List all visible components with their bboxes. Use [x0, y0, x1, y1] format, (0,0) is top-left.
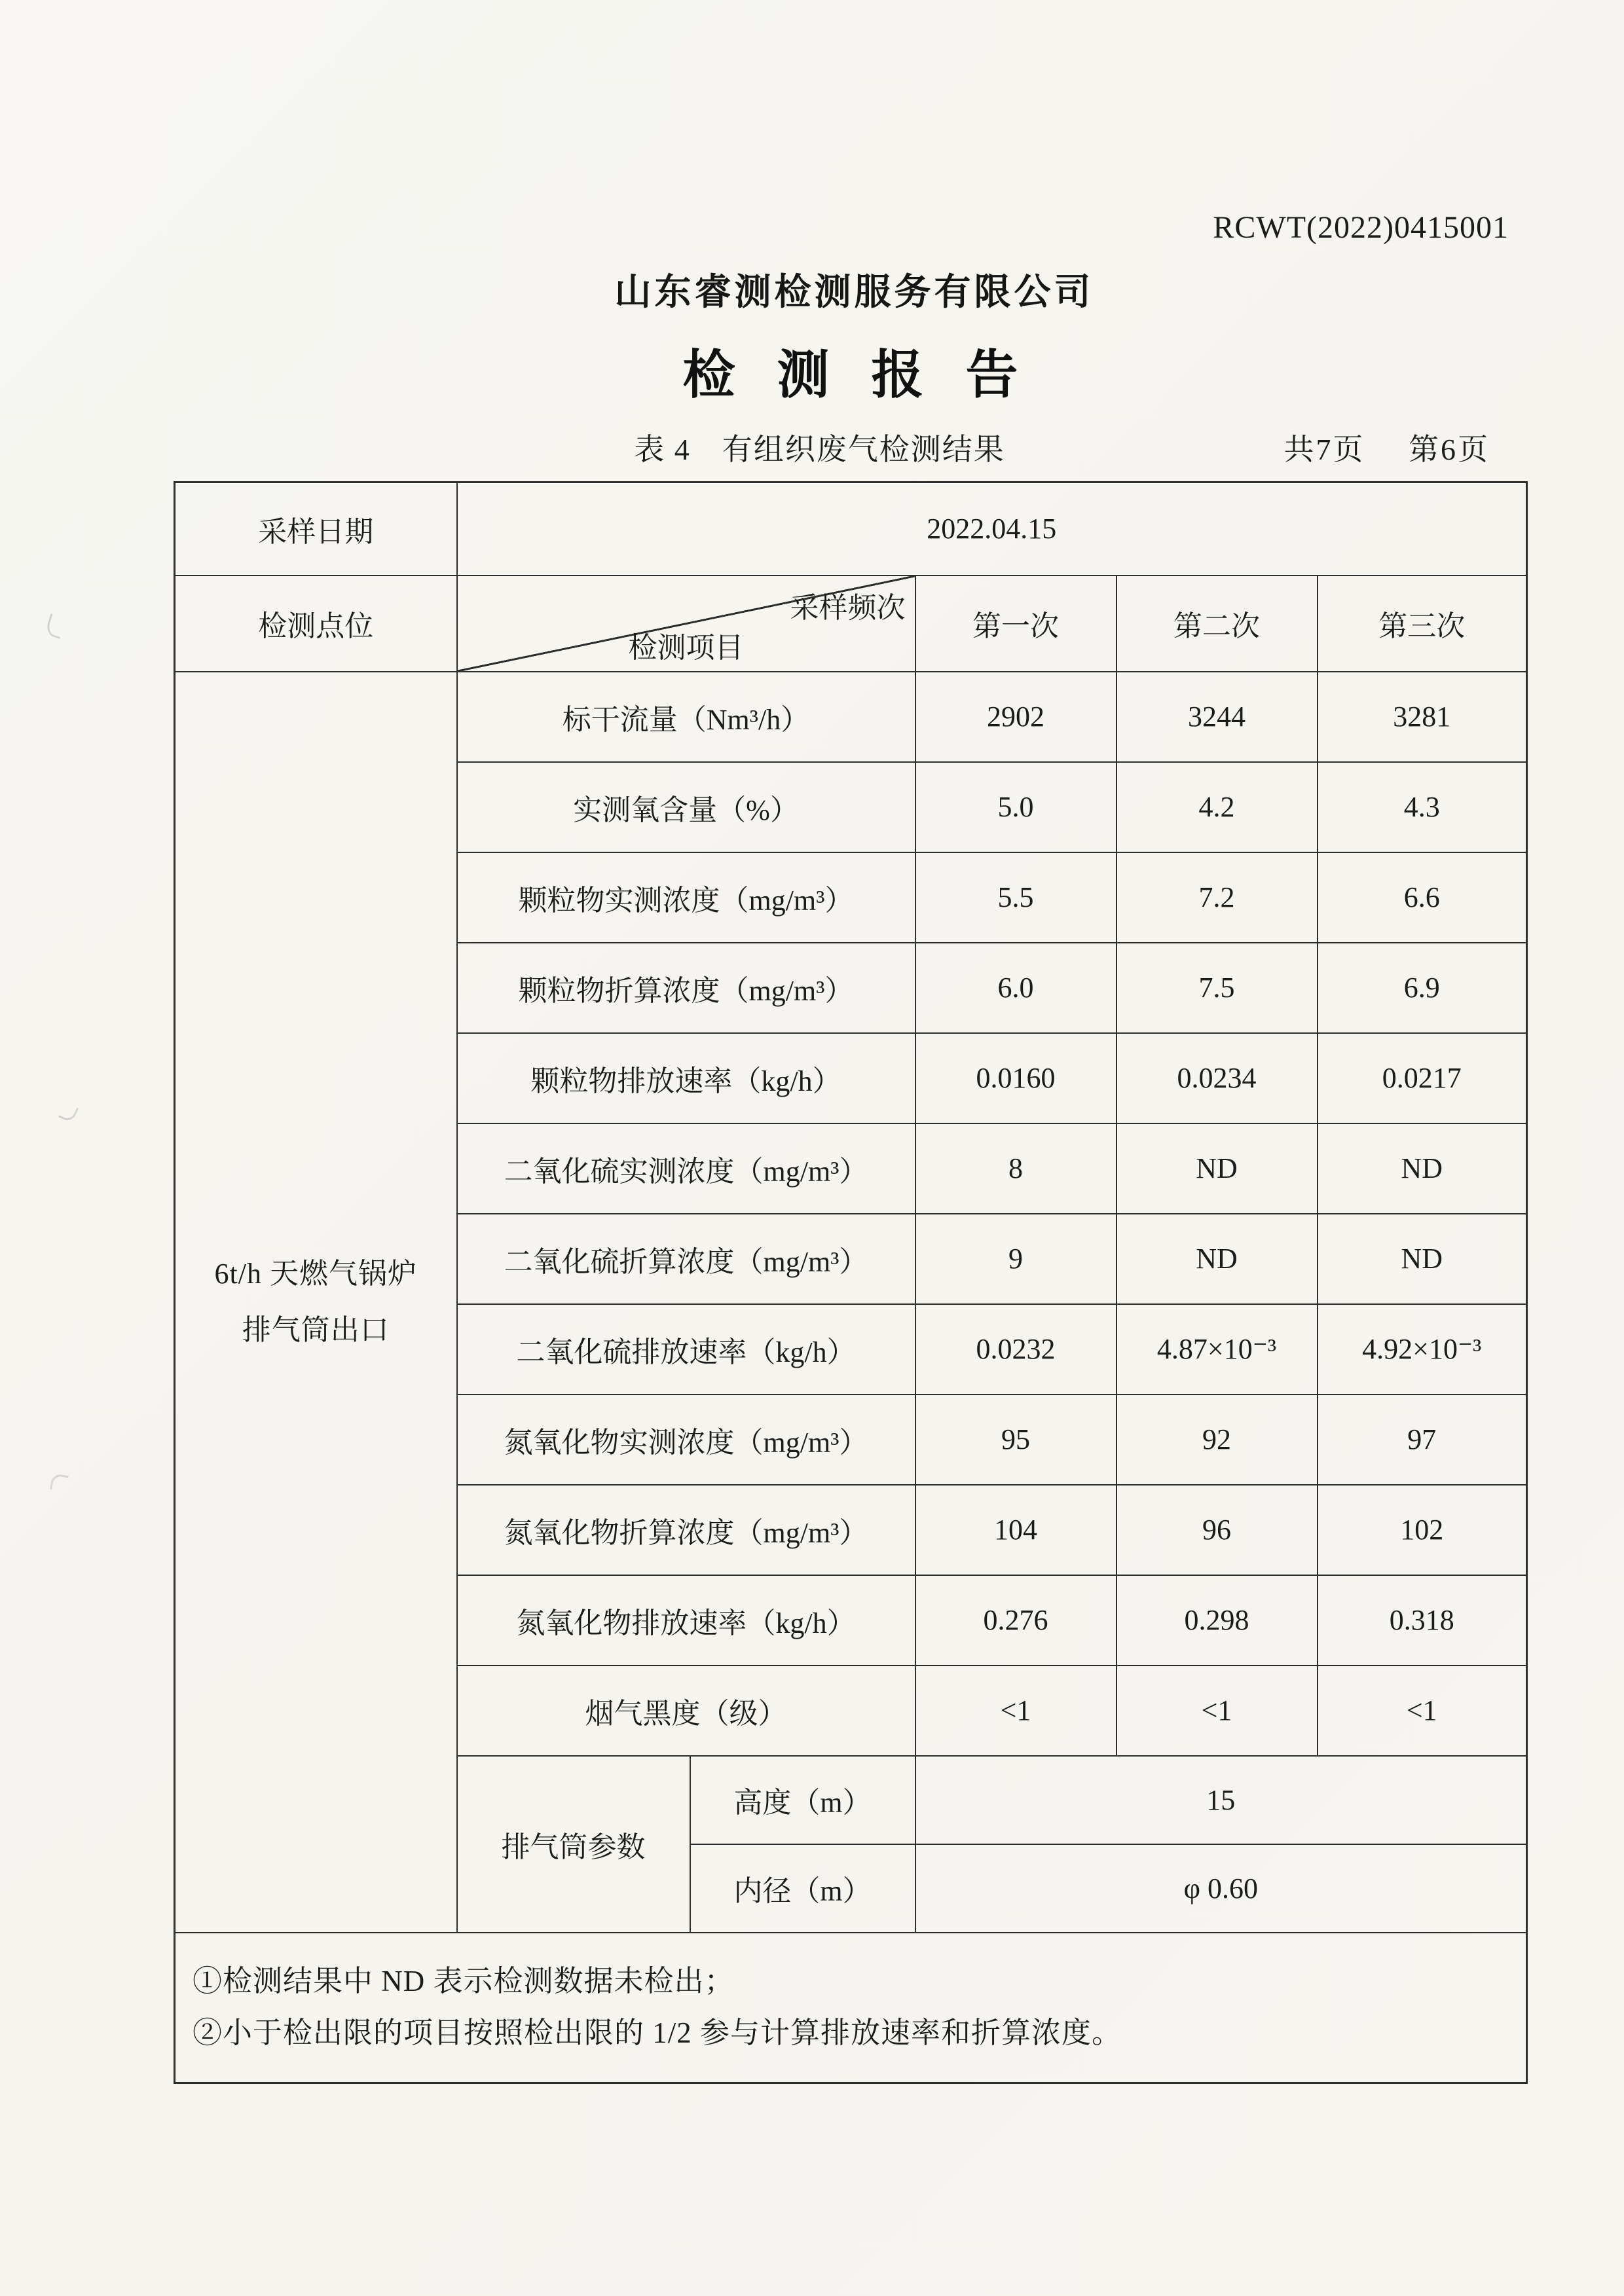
row-value-cell: 2902	[915, 672, 1116, 762]
row-label-cell: 氮氧化物折算浓度（mg/m³）	[457, 1485, 915, 1575]
row-value-cell: 96	[1116, 1485, 1318, 1575]
row-label-cell: 氮氧化物排放速率（kg/h）	[457, 1575, 915, 1666]
row-value-cell: 0.276	[915, 1575, 1116, 1666]
row-value-cell: 92	[1116, 1394, 1318, 1485]
notes-row	[175, 1933, 1527, 2083]
row-value-cell: 3281	[1318, 672, 1527, 762]
results-table	[174, 481, 1528, 2084]
row-value-cell: 0.0160	[915, 1033, 1116, 1123]
scan-mark	[58, 1102, 79, 1123]
row-value-cell: 0.0232	[915, 1304, 1116, 1394]
row-value-cell: 6.0	[915, 943, 1116, 1033]
row-value-cell: ND	[1318, 1214, 1527, 1304]
row-label-cell: 实测氧含量（%）	[457, 762, 915, 852]
run-header-cell-1: 第一次	[915, 575, 1116, 672]
point-name-line2: 排气筒出口	[242, 1313, 390, 1346]
stack-height-value-cell: 15	[915, 1756, 1527, 1844]
stack-diameter-value-cell: φ 0.60	[915, 1844, 1527, 1933]
run-header-cell-3: 第三次	[1318, 575, 1527, 672]
run-header-cell-2: 第二次	[1116, 575, 1318, 672]
row-value-cell: 95	[915, 1394, 1116, 1485]
point-label-cell: 检测点位	[175, 575, 457, 672]
stack-diameter-label-cell: 内径（m）	[690, 1844, 915, 1933]
row-value-cell: 0.318	[1318, 1575, 1527, 1666]
row-value-cell: 7.5	[1116, 943, 1318, 1033]
diag-label-frequency: 采样频次	[790, 591, 906, 624]
diagonal-header-cell	[457, 575, 915, 672]
row-value-cell: 7.2	[1116, 852, 1318, 943]
row-value-cell: 8	[915, 1123, 1116, 1214]
row-label-cell: 颗粒物折算浓度（mg/m³）	[457, 943, 915, 1033]
monitoring-point-cell	[175, 672, 457, 1933]
row-value-cell: 0.298	[1116, 1575, 1318, 1666]
row-label-cell: 二氧化硫排放速率（kg/h）	[457, 1304, 915, 1394]
row-label-cell: 颗粒物排放速率（kg/h）	[457, 1033, 915, 1123]
row-value-cell: 6.9	[1318, 943, 1527, 1033]
row-value-cell: 3244	[1116, 672, 1318, 762]
point-name-line1: 6t/h 天燃气锅炉	[214, 1257, 417, 1290]
row-value-cell: 0.0234	[1116, 1033, 1318, 1123]
note-line-2: ②小于检出限的项目按照检出限的 1/2 参与计算排放速率和折算浓度。	[193, 2016, 1122, 2050]
row-label-cell: 氮氧化物实测浓度（mg/m³）	[457, 1394, 915, 1485]
row-value-cell: 9	[915, 1214, 1116, 1304]
scan-mark	[45, 613, 67, 639]
row-value-cell: ND	[1318, 1123, 1527, 1214]
row-value-cell: ND	[1116, 1214, 1318, 1304]
row-value-cell: 5.5	[915, 852, 1116, 943]
stack-params-label-cell: 排气筒参数	[457, 1756, 690, 1933]
sampling-date-label-cell: 采样日期	[175, 483, 457, 575]
caption-row	[174, 426, 1526, 464]
row-value-cell: 5.0	[915, 762, 1116, 852]
notes-cell	[175, 1933, 1527, 2083]
row-value-cell: 4.2	[1116, 762, 1318, 852]
stack-height-label-cell: 高度（m）	[690, 1756, 915, 1844]
table-row	[175, 672, 1527, 762]
page-info	[1284, 426, 1490, 469]
diag-label-item: 检测项目	[628, 631, 744, 664]
sampling-date-row	[175, 483, 1527, 575]
row-value-cell: 4.3	[1318, 762, 1527, 852]
scan-mark	[50, 1473, 69, 1492]
row-value-cell: 6.6	[1318, 852, 1527, 943]
row-value-cell: 0.0217	[1318, 1033, 1527, 1123]
row-value-cell: 4.87×10⁻³	[1116, 1304, 1318, 1394]
company-name: 山东睿测检测服务有限公司	[614, 272, 1094, 313]
row-value-cell: 102	[1318, 1485, 1527, 1575]
report-title: 检 测 报 告	[682, 347, 1033, 405]
table-caption: 表 4 有组织废气检测结果	[634, 433, 1005, 466]
row-value-cell: 97	[1318, 1394, 1527, 1485]
row-value-cell: <1	[1116, 1666, 1318, 1756]
row-label-cell: 烟气黑度（级）	[457, 1666, 915, 1756]
doc-number: RCWT(2022)0415001	[1213, 210, 1509, 245]
row-label-cell: 颗粒物实测浓度（mg/m³）	[457, 852, 915, 943]
page-current: 第6页	[1409, 433, 1490, 466]
row-label-cell: 标干流量（Nm³/h）	[457, 672, 915, 762]
sampling-date-value-cell: 2022.04.15	[457, 483, 1527, 575]
pages-total: 共7页	[1283, 433, 1365, 466]
row-value-cell: <1	[915, 1666, 1116, 1756]
row-value-cell: <1	[1318, 1666, 1527, 1756]
row-label-cell: 二氧化硫折算浓度（mg/m³）	[457, 1214, 915, 1304]
row-value-cell: 104	[915, 1485, 1116, 1575]
header-row	[175, 575, 1527, 672]
row-label-cell: 二氧化硫实测浓度（mg/m³）	[457, 1123, 915, 1214]
note-line-1: ①检测结果中 ND 表示检测数据未检出；	[193, 1965, 735, 1998]
row-value-cell: 4.92×10⁻³	[1318, 1304, 1527, 1394]
row-value-cell: ND	[1116, 1123, 1318, 1214]
